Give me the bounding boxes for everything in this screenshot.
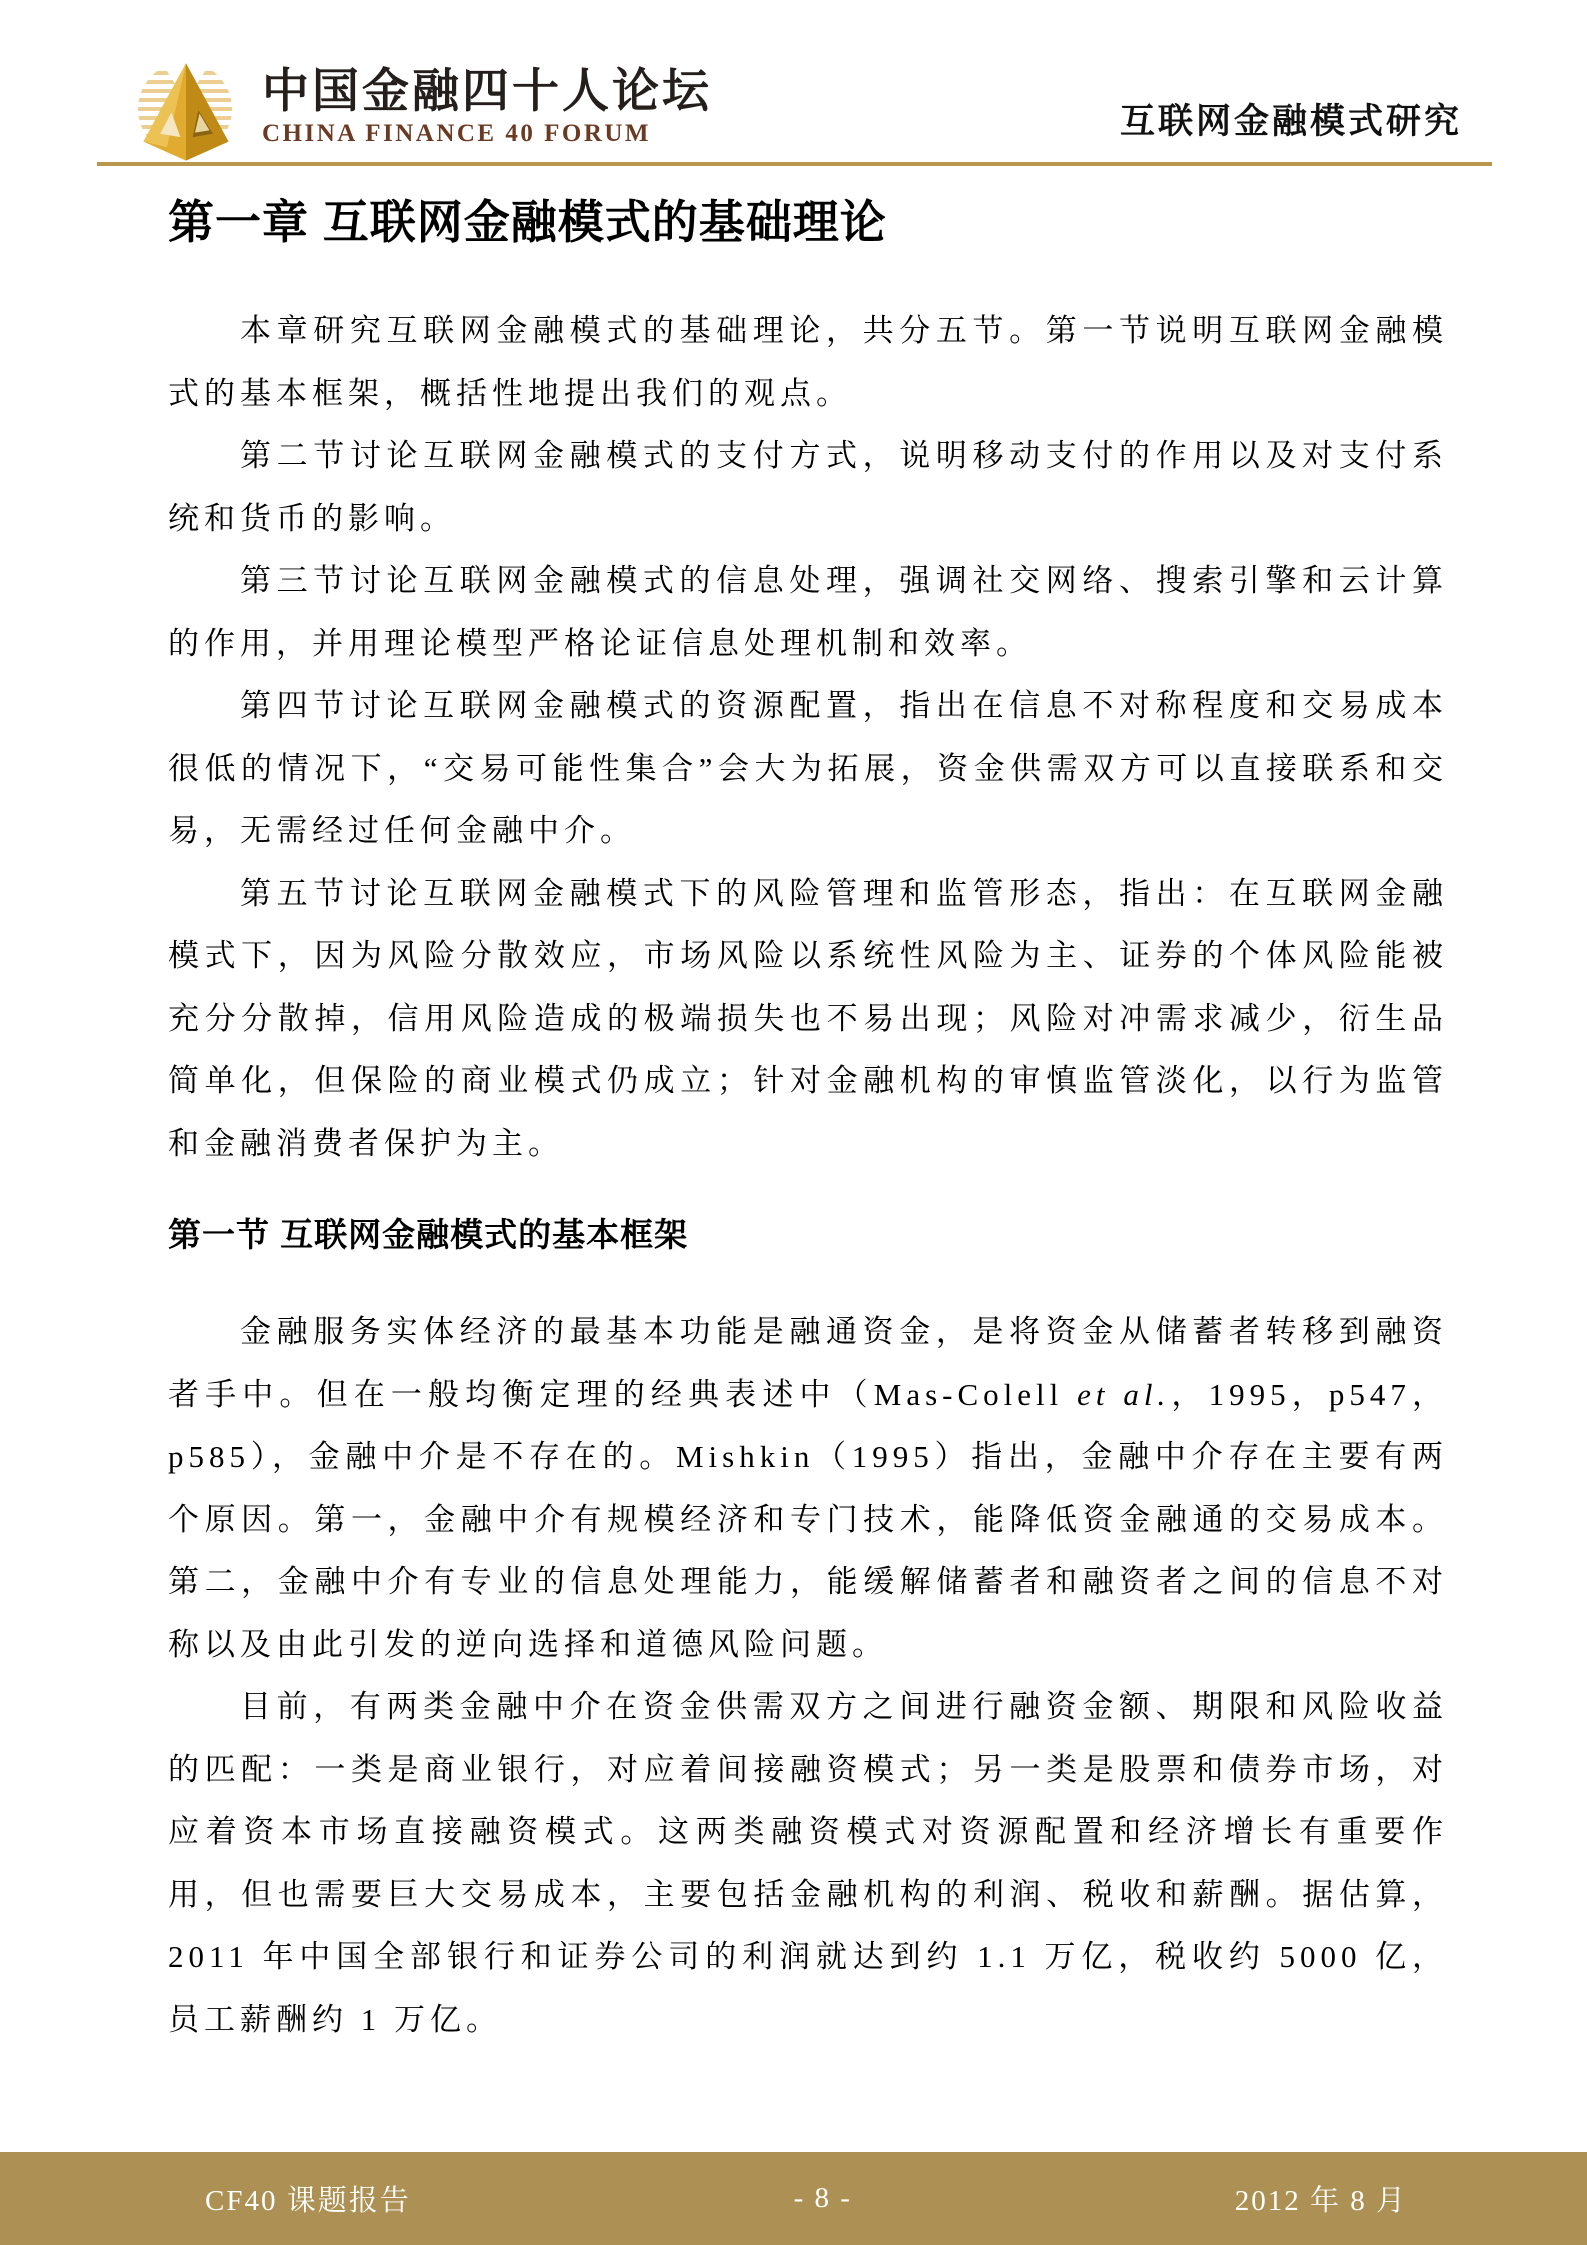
paragraph-6-text: 金融服务实体经济的最基本功能是融通资金，是将资金从储蓄者转移到融资者手中。但在一般均衡定理的经典表述中（Mas-Colell — [168, 1314, 1448, 1412]
section-heading: 第一节 互联网金融模式的基本框架 — [168, 1216, 689, 1253]
page-footer — [0, 2152, 1587, 2245]
footer-report-label: CF40 课题报告 — [205, 2185, 411, 2217]
paragraph-7: 目前，有两类金融中介在资金供需双方之间进行融资金额、期限和风险收益的匹配：一类是商业银行，对应着间接融资模式；另一类是股票和债券市场，对应着资本市场直接融资模式。这两类融资模式对资源配置和经济增长有重要作用，但也需要巨大交易成本，主要包括金融机构的利润、税收和薪酬。据估算，2011 年中国全部银行和证券公司的利润就达到约 1.1 万亿，税收约 5000 亿，员工薪酬约 1 万亿。 — [168, 1689, 1448, 2037]
header-divider — [97, 162, 1492, 166]
pyramid-logo-icon — [130, 52, 242, 164]
paragraph-3: 第三节讨论互联网金融模式的信息处理，强调社交网络、搜索引擎和云计算的作用，并用理论模型严格论证信息处理机制和效率。 — [168, 563, 1448, 661]
chapter-title: 第一章 互联网金融模式的基础理论 — [168, 196, 887, 248]
logo-text-block — [262, 65, 712, 148]
logo-title-en: CHINA FINANCE 40 FORUM — [262, 120, 652, 148]
paragraph-4: 第四节讨论互联网金融模式的资源配置，指出在信息不对称程度和交易成本很低的情况下，“交易可能性集合”会大为拓展，资金供需双方可以直接联系和交易，无需经过任何金融中介。 — [168, 688, 1448, 848]
running-head-title: 互联网金融模式研究 — [1119, 102, 1462, 141]
cf40-logo — [130, 52, 712, 164]
logo-title-cn: 中国金融四十人论坛 — [262, 65, 712, 118]
paragraph-2: 第二节讨论互联网金融模式的支付方式，说明移动支付的作用以及对支付系统和货币的影响。 — [168, 438, 1448, 536]
paragraph-5: 第五节讨论互联网金融模式下的风险管理和监管形态，指出：在互联网金融模式下，因为风险分散效应，市场风险以系统性风险为主、证券的个体风险能被充分分散掉，信用风险造成的极端损失也不易出现；风险对冲需求减少，衍生品简单化，但保险的商业模式仍成立；针对金融机构的审慎监管淡化，以行为监管和金融消费者保护为主。 — [168, 875, 1448, 1161]
footer-page-number: - 8 - — [793, 2182, 852, 2214]
gold-pyramid-icon — [130, 52, 242, 164]
paragraph-6-citation-italic: et al. — [1077, 1376, 1171, 1412]
footer-date: 2012 年 8 月 — [1234, 2185, 1407, 2217]
paragraph-6-text-cont: ，1995，p547，p585），金融中介是不存在的。Mishkin（1995）指出，金融中介存在主要有两个原因。第一，金融中介有规模经济和专门技术，能降低资金融通的交易成本。第二，金融中介有专业的信息处理能力，能缓解储蓄者和融资者之间的信息不对称以及由此引发的逆向选择和道德风险问题。 — [168, 1376, 1449, 1662]
paragraph-6 — [168, 1301, 1448, 1676]
paragraph-1: 本章研究互联网金融模式的基础理论，共分五节。第一节说明互联网金融模式的基本框架，概括性地提出我们的观点。 — [168, 313, 1448, 411]
page-body — [168, 192, 1448, 2051]
